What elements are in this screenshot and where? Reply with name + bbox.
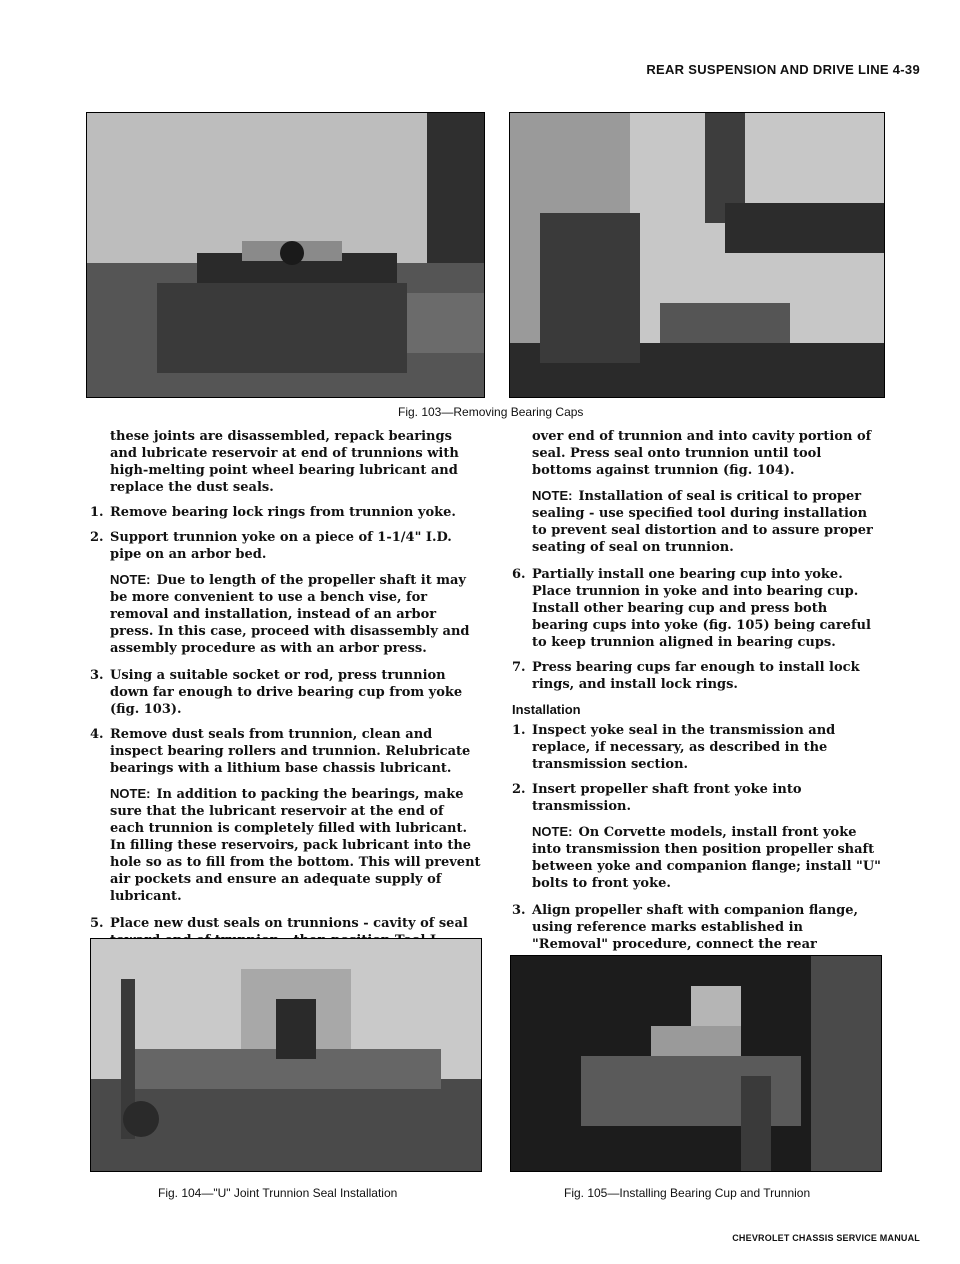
note-label: NOTE: xyxy=(532,488,573,503)
step-text: Using a suitable socket or rod, press trunnion down far enough to drive bearing cup from yoke (fig. 103). xyxy=(110,668,463,717)
step-text: Place new dust seals on trunnions - cavity of seal xyxy=(110,916,468,931)
step-6 xyxy=(512,566,882,651)
step-num: 2. xyxy=(512,782,526,797)
step-2 xyxy=(90,529,482,563)
note-label: NOTE: xyxy=(110,786,151,801)
step-num: 4. xyxy=(90,727,104,742)
step-num: 3. xyxy=(512,903,526,918)
left-intro: these joints are disassembled, repack bearings and lubricate reservoir at end of trunnions with high-melting point wheel bearing lubricant and replace the dust seals. xyxy=(110,429,459,495)
step-num: 7. xyxy=(512,660,526,675)
fig103-caption: Fig. 103—Removing Bearing Caps xyxy=(398,405,584,419)
note-text: Due to length of the propeller shaft it may be more convenient to use a bench vise, for removal and installation, instead of an arbor press. In this case, proceed with disassembly and assembly procedure as with an arbor press. xyxy=(110,573,470,656)
step-text: Support trunnion yoke on a piece of 1-1/4" I.D. pipe on an arbor bed. xyxy=(110,530,452,562)
install-step-2 xyxy=(512,781,882,815)
note-1 xyxy=(110,571,482,657)
fig103-photo-left xyxy=(86,112,485,398)
page-footer: CHEVROLET CHASSIS SERVICE MANUAL xyxy=(732,1233,920,1243)
vise-photo-graphic xyxy=(87,113,484,397)
step-text: Remove dust seals from trunnion, clean and inspect bearing rollers and trunnion. Relubricate bearings with a lithium base chassis lubricant. xyxy=(110,727,471,776)
fig104-photo xyxy=(90,938,482,1172)
step-text: Partially install one bearing cup into yoke. Place trunnion in yoke and into bearing cup. Install other bearing cup and press both bearing cups into yoke (fig. 105) being careful to keep trunnion aligned in bearing cups. xyxy=(532,567,871,650)
fig103-photo-right xyxy=(509,112,885,398)
step-num: 1. xyxy=(90,505,104,520)
fig105-caption: Fig. 105—Installing Bearing Cup and Trunnion xyxy=(564,1186,811,1200)
note-text: On Corvette models, install front yoke into transmission then position propeller shaft between yoke and companion flange; install "U" bolts to front yoke. xyxy=(532,825,881,891)
step-num: 1. xyxy=(512,723,526,738)
note-3 xyxy=(532,487,882,556)
step-text: Align propeller shaft with companion flange, using reference marks established in "Removal" procedure, connect the rear xyxy=(532,903,859,952)
step-text: Inspect yoke seal in the transmission and replace, if necessary, as described in the transmission section. xyxy=(532,723,836,772)
note-4 xyxy=(532,823,882,892)
step-text: Press bearing cups far enough to install lock rings, and install lock rings. xyxy=(532,660,860,692)
seal-install-graphic xyxy=(91,939,481,1171)
note-label: NOTE: xyxy=(532,824,573,839)
note-label: NOTE: xyxy=(110,572,151,587)
step-text: Insert propeller shaft front yoke into transmission. xyxy=(532,782,802,814)
fig104-caption: Fig. 104—"U" Joint Trunnion Seal Installation xyxy=(158,1186,398,1200)
fig105-photo xyxy=(510,955,882,1172)
right-column xyxy=(512,428,882,1012)
step-num: 3. xyxy=(90,668,104,683)
step-text: Remove bearing lock rings from trunnion yoke. xyxy=(110,505,456,520)
left-column xyxy=(90,428,482,974)
page-header: REAR SUSPENSION AND DRIVE LINE 4-39 xyxy=(646,62,920,77)
right-continuation: over end of trunnion and into cavity portion of seal. Press seal onto trunnion until tool bottoms against trunnion (fig. 104). xyxy=(532,429,872,478)
arbor-press-graphic xyxy=(510,113,884,397)
step-num: 6. xyxy=(512,567,526,582)
note-text: Installation of seal is critical to proper sealing - use specified tool during installation to prevent seal distortion and to assure proper seating of seal on trunnion. xyxy=(532,489,873,555)
note-2 xyxy=(110,785,482,905)
step-1 xyxy=(90,504,482,521)
installation-heading: Installation xyxy=(512,702,581,717)
step-3 xyxy=(90,667,482,718)
step-4 xyxy=(90,726,482,777)
step-7 xyxy=(512,659,882,693)
note-text: In addition to packing the bearings, make sure that the lubricant reservoir at the end of each trunnion is completely filled with lubricant. In filling these reservoirs, pack lubricant into the hole so as to fill from the bottom. This will prevent air pockets and ensure an adequate supply of lubricant. xyxy=(110,787,481,904)
install-step-1 xyxy=(512,722,882,773)
step-num: 5. xyxy=(90,916,104,931)
step-num: 2. xyxy=(90,530,104,545)
bearing-install-graphic xyxy=(511,956,881,1171)
